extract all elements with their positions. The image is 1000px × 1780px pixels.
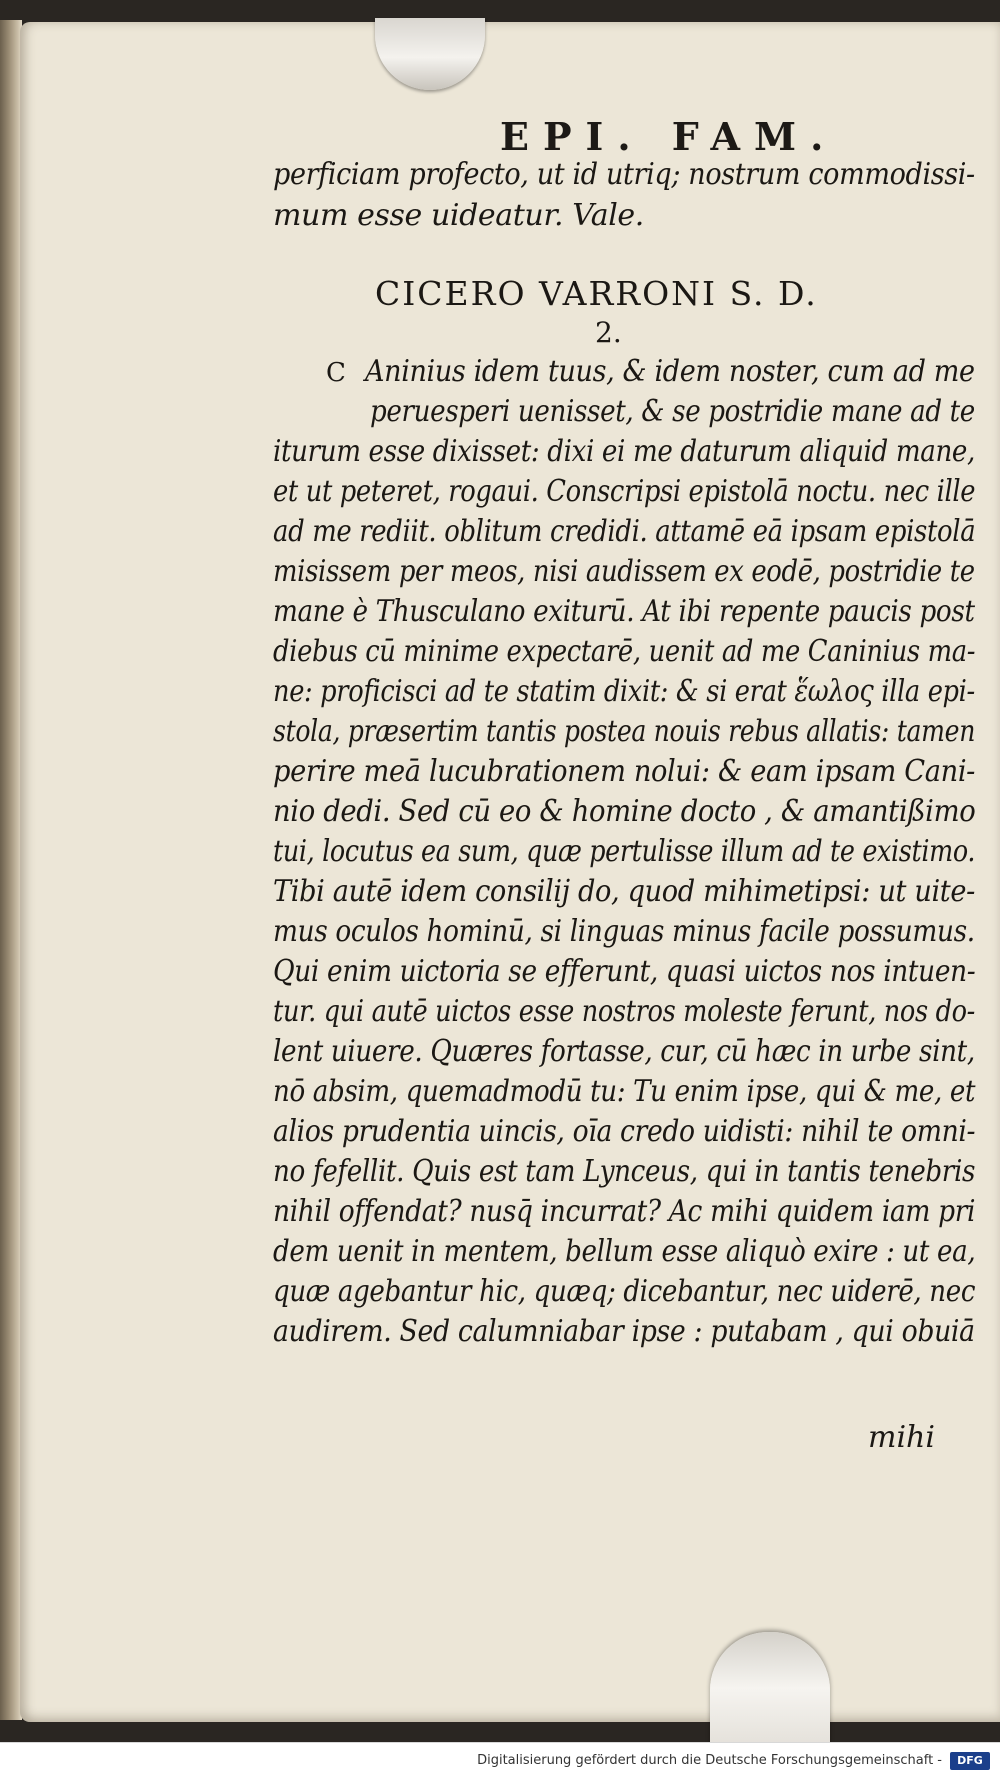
funding-credit: Digitalisierung gefördert durch die Deutsche Forschungsgemeinschaft -	[477, 1753, 942, 1768]
text-line: nio dedi. Sed cū eo & homine docto , & amantißimo	[273, 794, 976, 829]
text-line: no fefellit. Quis est tam Lynceus, qui in tantis tenebris	[273, 1154, 976, 1189]
text-line: Tibi autē idem consilij do, quod mihimetipsi: ut uite-	[273, 874, 975, 909]
running-header: EPI. FAM.	[500, 114, 838, 159]
text-line: audirem. Sed calumniabar ipse : putabam , qui obuiā	[273, 1314, 975, 1349]
text-line: lent uiuere. Quæres fortasse, cur, cū hæc in urbe sint,	[273, 1034, 975, 1069]
text-line: Aninius idem tuus, & idem noster, cum ad me	[365, 354, 975, 389]
text-line: perficiam profecto, ut id utriq; nostrum commodissi-	[273, 157, 975, 192]
top-page-clip	[375, 18, 485, 90]
text-line: mane è Thusculano exiturū. At ibi repente paucis post	[273, 594, 975, 629]
text-line: tur. qui autē uictos esse nostros moleste ferunt, nos do-	[273, 994, 975, 1029]
text-line: nihil offendat? nusq̄ incurrat? Ac mihi quidem iam pri	[273, 1194, 976, 1229]
letter-heading: CICERO VARRONI S. D.	[375, 274, 818, 313]
dfg-logo-icon: DFG	[950, 1752, 990, 1770]
text-line: peruesperi uenisset, & se postridie mane ad te	[370, 394, 975, 429]
text-line: et ut peteret, rogaui. Conscripsi epistolā noctu. nec ille	[273, 474, 976, 509]
text-line: misissem per meos, nisi audissem ex eodē, postridie te	[273, 554, 975, 589]
text-line: quæ agebantur hic, quæq; dicebantur, nec uiderē, nec	[273, 1274, 976, 1309]
text-line: diebus cū minime expectarē, uenit ad me Caninius ma-	[273, 634, 976, 669]
text-line: dem uenit in mentem, bellum esse aliquò exire : ut ea,	[273, 1234, 976, 1269]
text-line: mum esse uideatur. Vale.	[273, 198, 644, 233]
text-line: perire meā lucubrationem nolui: & eam ipsam Cani-	[273, 754, 976, 789]
letter-number: 2.	[595, 316, 622, 349]
text-line: nō absim, quemadmodū tu: Tu enim ipse, qui & me, et	[273, 1074, 976, 1109]
text-line: alios prudentia uincis, oīa credo uidisti: nihil te omni-	[273, 1114, 976, 1149]
text-line: stola, præsertim tantis postea nouis rebus allatis: tamen	[273, 714, 976, 749]
text-line: mus oculos hominū, si linguas minus facile possumus.	[273, 914, 975, 949]
marginal-initial: C	[326, 358, 346, 388]
text-line: iturum esse dixisset: dixi ei me daturum aliquid mane,	[273, 434, 975, 469]
text-line: Qui enim uictoria se efferunt, quasi uictos nos intuen-	[273, 954, 976, 989]
book-page	[20, 22, 1000, 1722]
text-line: tui, locutus ea sum, quæ pertulisse illum ad te existimo.	[273, 834, 976, 869]
text-line: ne: proficisci ad te statim dixit: & si erat ἕωλος illa epi-	[273, 674, 975, 709]
digitization-footer	[0, 1742, 1000, 1780]
catchword: mihi	[868, 1420, 935, 1455]
book-spine-edge	[0, 20, 22, 1720]
text-line: ad me rediit. oblitum credidi. attamē eā ipsam epistolā	[273, 514, 976, 549]
